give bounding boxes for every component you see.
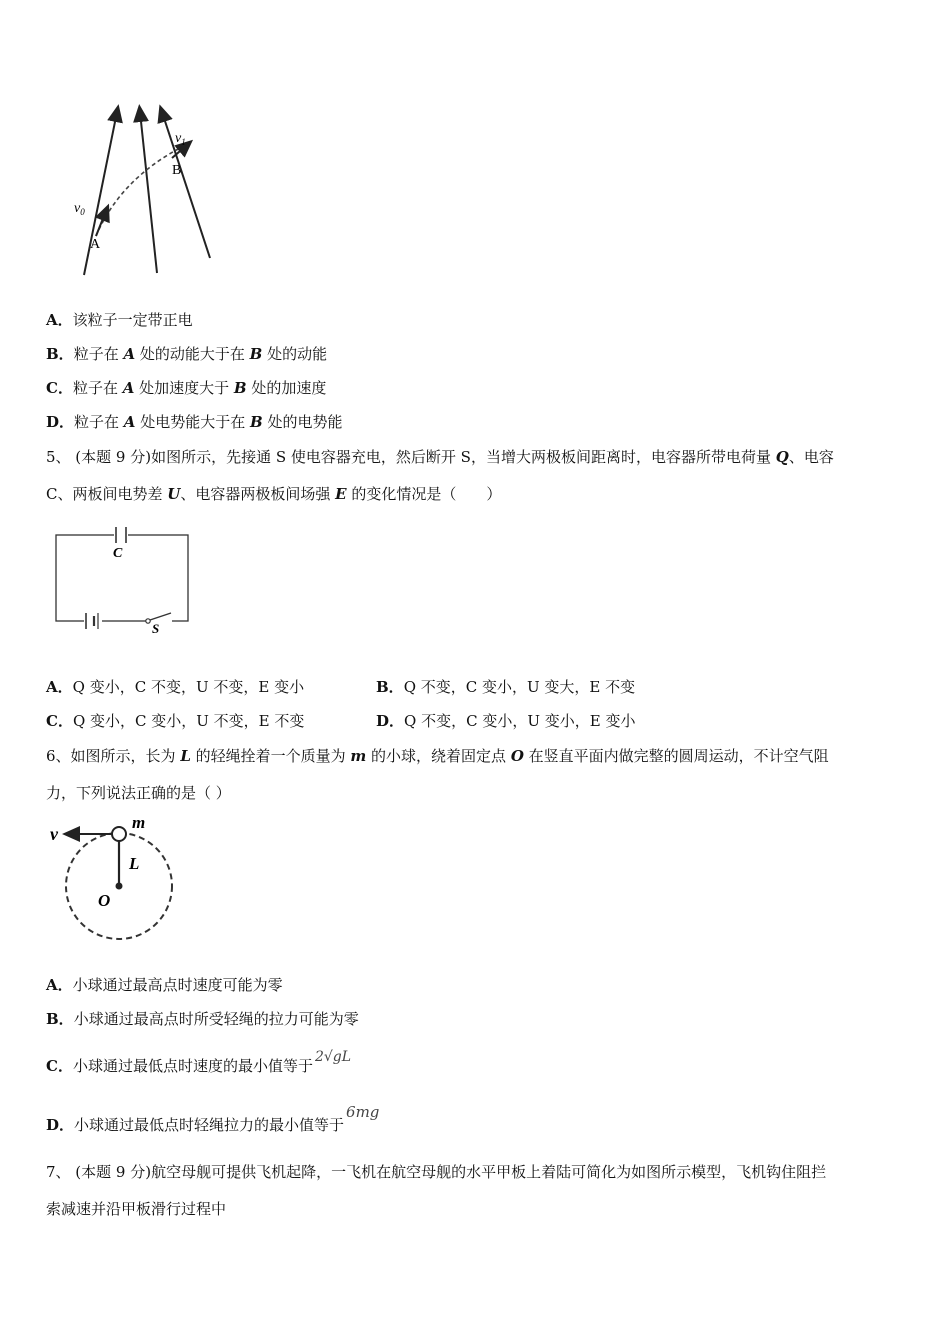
formula-2-sqrt-gl: 2√gL <box>314 1049 352 1065</box>
field-line-2 <box>140 112 157 273</box>
label-v1: $v_1$ <box>175 131 186 147</box>
field-line-1 <box>84 112 117 275</box>
q4-option-d[interactable]: D．粒子在 A 处电势能大于在 B 处的电势能 <box>46 413 343 431</box>
switch-pivot <box>146 619 150 623</box>
label-v0: $v_0$ <box>74 201 85 217</box>
q7-stem-line2: 索减速并沿甲板滑行过程中 <box>46 1200 227 1218</box>
label-O: O <box>98 891 111 910</box>
label-B: B <box>172 163 182 178</box>
q6-stem-line2: 力，下列说法正确的是（ ） <box>46 784 231 802</box>
q4-option-a[interactable]: A．该粒子一定带正电 <box>46 311 193 329</box>
label-v: v <box>50 824 58 844</box>
q4-option-b[interactable]: B．粒子在 A 处的动能大于在 B 处的动能 <box>46 345 328 363</box>
field-lines-figure <box>60 100 230 280</box>
q7-stem-line1: 7、 (本题 9 分)航空母舰可提供飞机起降，一飞机在航空母舰的水平甲板上着陆可简化为如图所示模型，飞机钩住阻拦 <box>46 1163 827 1181</box>
q5-option-b[interactable]: B．Q 不变，C 变小，U 变大，E 不变 <box>376 678 636 696</box>
q5-option-a[interactable]: A．Q 变小，C 不变，U 不变，E 变小 <box>46 678 305 696</box>
capacitor-circuit-figure <box>50 525 200 635</box>
label-L: L <box>129 854 140 873</box>
switch-label: S <box>152 621 160 635</box>
label-m: m <box>132 813 146 832</box>
capacitor-label: C <box>113 546 123 561</box>
center-point <box>116 883 123 890</box>
label-A: A <box>90 237 101 252</box>
velocity-v0-arrow <box>96 211 106 236</box>
ball <box>112 827 126 841</box>
field-line-3 <box>162 112 210 258</box>
q6-option-c[interactable]: C．小球通过最低点时速度的最小值等于 2√gL <box>46 1049 352 1075</box>
q5-stem-line2: C、两板间电势差 U、电容器两极板间场强 E 的变化情况是（ ） <box>46 485 502 503</box>
circular-motion-figure <box>44 810 184 950</box>
q6-option-d[interactable]: D．小球通过最低点时轻绳拉力的最小值等于6mg <box>46 1103 380 1134</box>
q6-option-a[interactable]: A．小球通过最高点时速度可能为零 <box>46 976 283 994</box>
q6-option-b[interactable]: B．小球通过最高点时所受轻绳的拉力可能为零 <box>46 1010 359 1028</box>
q5-stem-line1: 5、 (本题 9 分)如图所示，先接通 S 使电容器充电，然后断开 S，当增大两极板间距离时，电容器所带电荷量 Q、电容 <box>46 448 834 466</box>
q5-option-d[interactable]: D．Q 不变，C 变小，U 变小，E 变小 <box>376 712 636 730</box>
q6-stem-line1: 6、如图所示，长为 L 的轻绳拴着一个质量为 m 的小球，绕着固定点 O 在竖直平面内做完整的圆周运动，不计空气阻 <box>46 747 829 765</box>
trajectory-path <box>96 148 180 236</box>
q5-option-c[interactable]: C．Q 变小，C 变小，U 不变，E 不变 <box>46 712 305 730</box>
formula-6mg: 6mg <box>346 1103 380 1121</box>
q4-option-c[interactable]: C．粒子在 A 处加速度大于 B 处的加速度 <box>46 379 327 397</box>
